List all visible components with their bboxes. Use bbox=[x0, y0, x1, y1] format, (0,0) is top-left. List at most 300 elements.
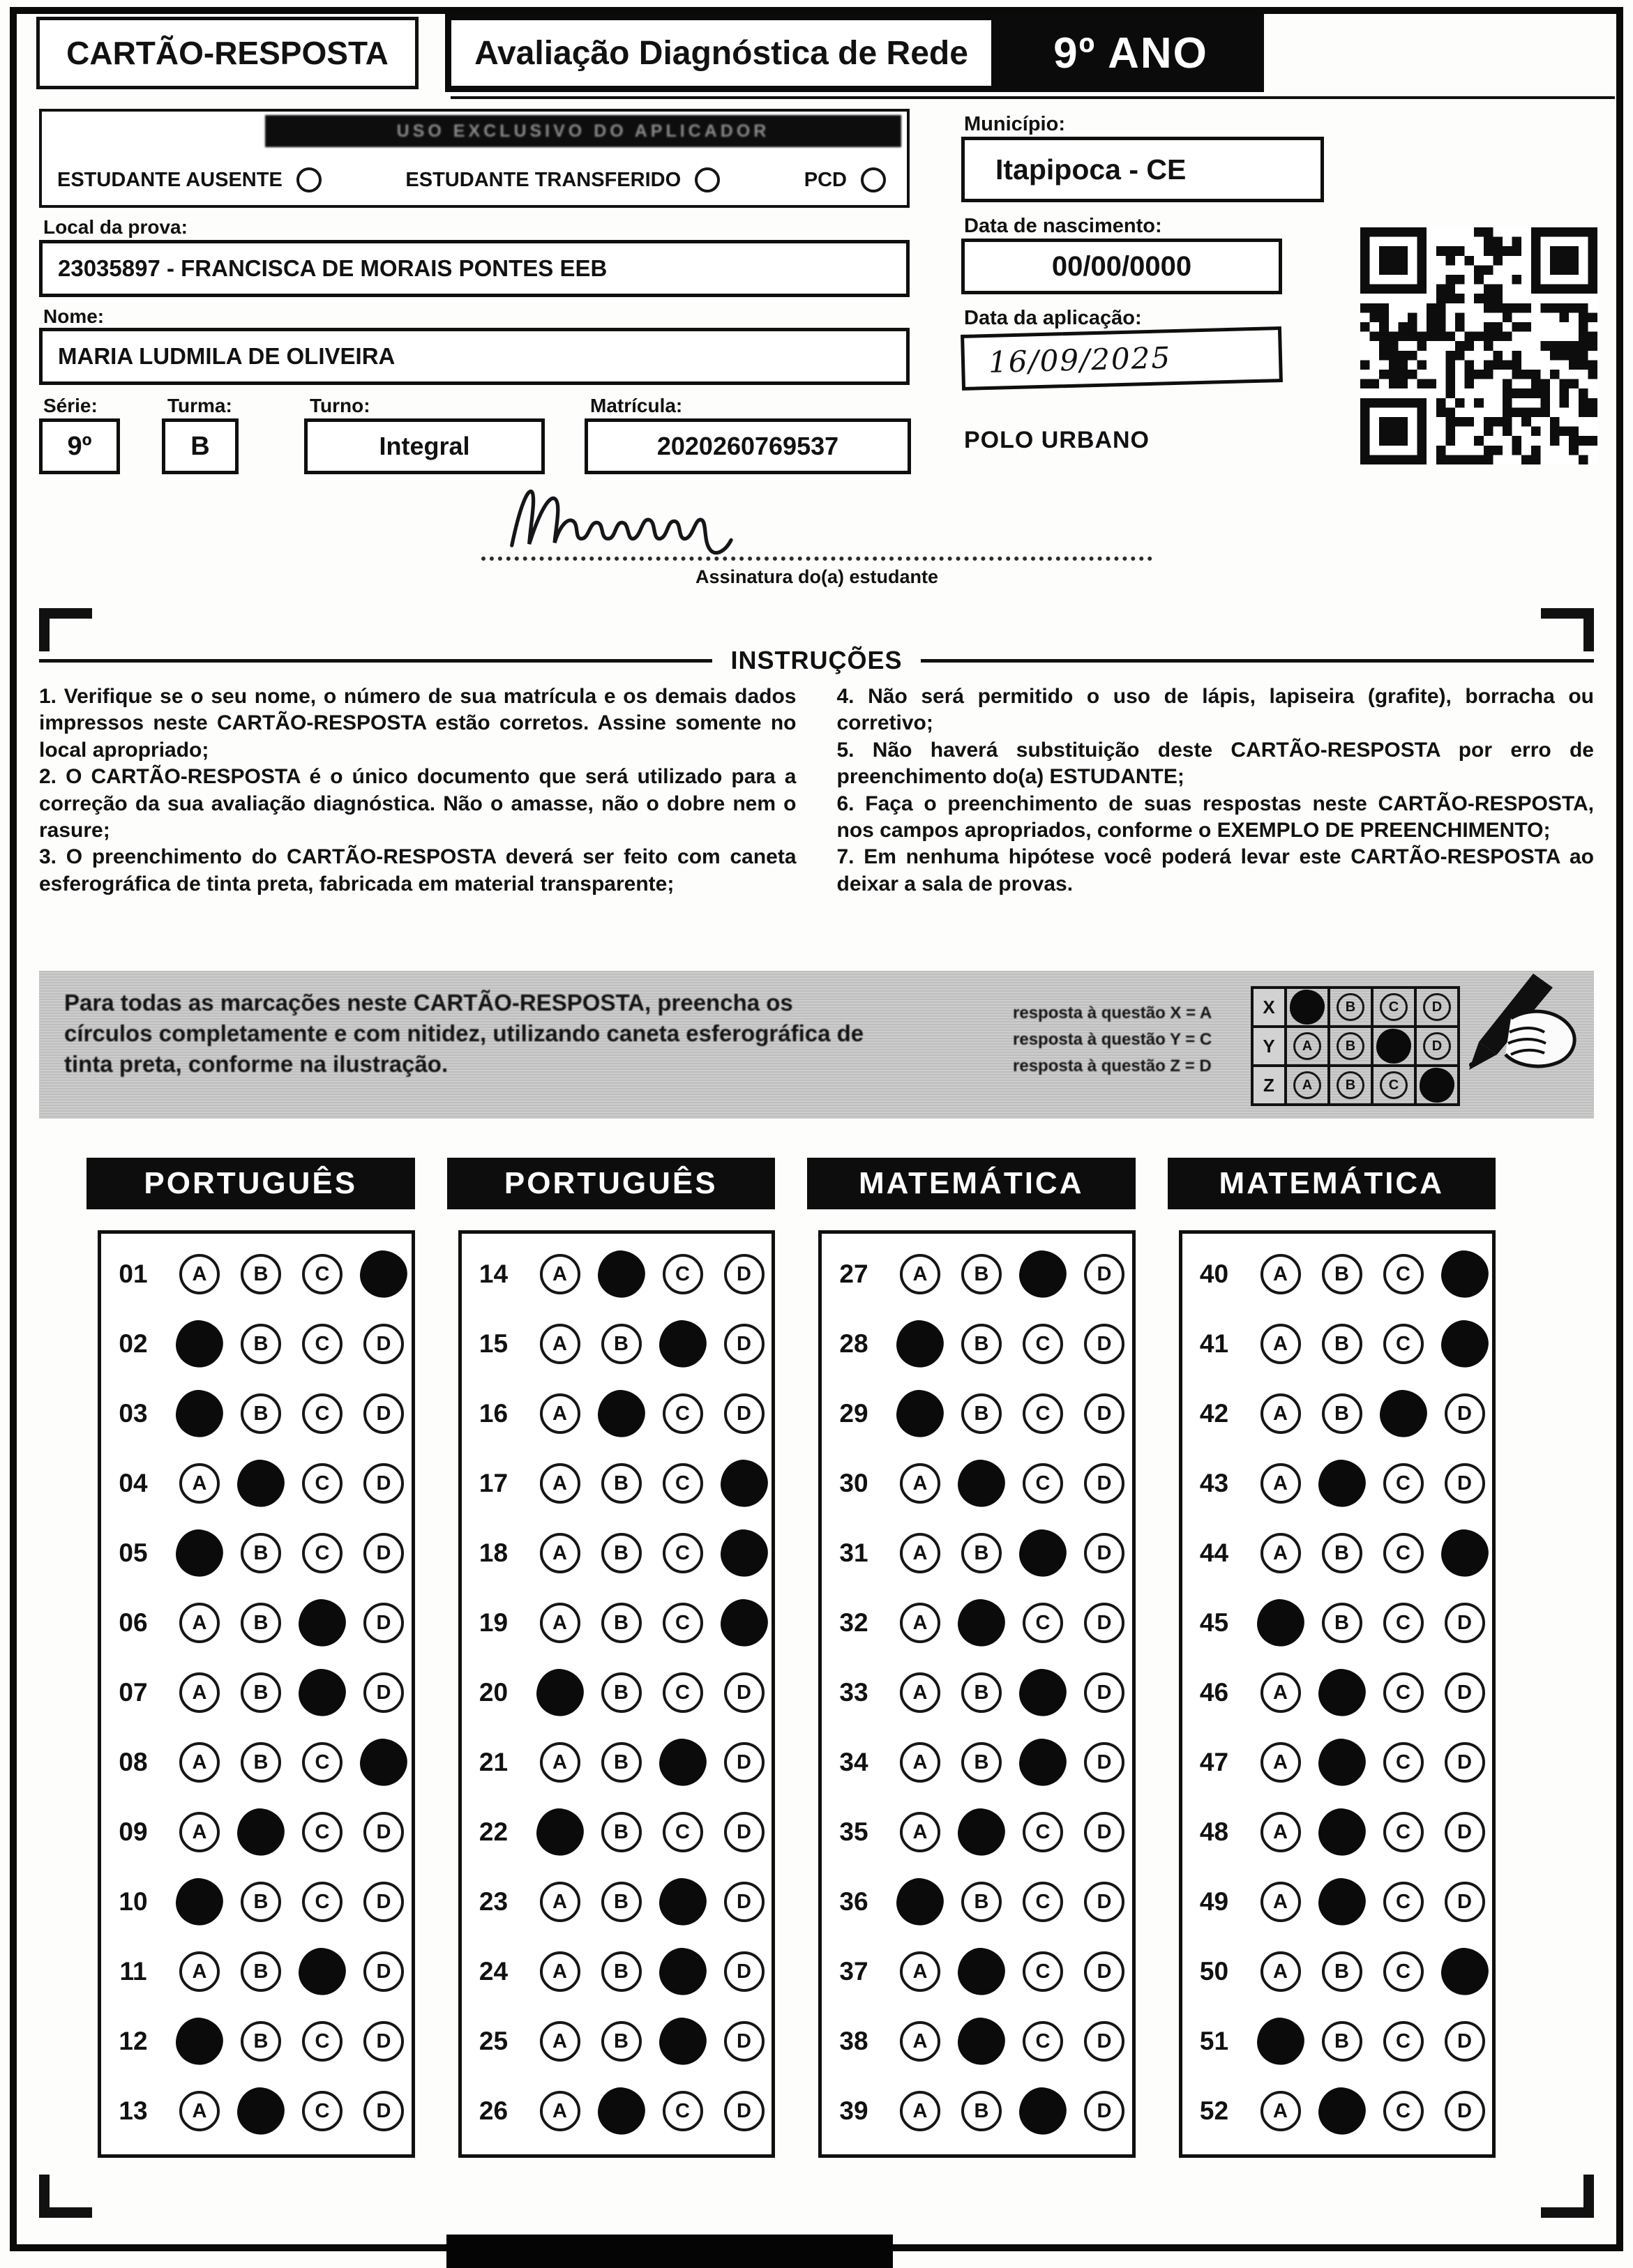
answer-row bbox=[1189, 1937, 1493, 2006]
answer-row bbox=[1189, 1518, 1493, 1588]
question-number: 22 bbox=[479, 1817, 509, 1846]
answer-row bbox=[1189, 2076, 1493, 2146]
answer-bubble-37-B[interactable] bbox=[954, 1944, 1009, 1999]
answer-bubble-43-A[interactable]: A bbox=[1261, 1463, 1301, 1504]
instruction-item: 2. O CARTÃO-RESPOSTA é o único documento que será utilizado para a correção da sua avaliação diagnóstica. Não o amasse, não o dobre nem o rasure; bbox=[39, 765, 797, 842]
answer-section bbox=[807, 1158, 1136, 2158]
answer-bubble-51-B[interactable]: B bbox=[1322, 2021, 1362, 2062]
question-number: 20 bbox=[479, 1678, 509, 1707]
answer-row bbox=[108, 1309, 412, 1379]
question-number: 04 bbox=[119, 1469, 148, 1497]
answer-row bbox=[469, 1239, 772, 1309]
answer-bubble-19-B[interactable]: B bbox=[601, 1603, 642, 1643]
answer-bubble-32-B[interactable] bbox=[954, 1596, 1009, 1650]
answer-bubble-02-B[interactable]: B bbox=[241, 1324, 281, 1364]
checkbox-label: ESTUDANTE TRANSFERIDO bbox=[405, 168, 682, 191]
answer-bubble-15-B[interactable]: B bbox=[601, 1324, 642, 1364]
answer-row bbox=[469, 1728, 772, 1797]
question-number: 35 bbox=[839, 1817, 868, 1846]
answer-bubble-30-D[interactable]: D bbox=[1084, 1463, 1124, 1504]
aplicacao-label: Data da aplicação: bbox=[964, 307, 1142, 329]
answer-bubble-08-A[interactable]: A bbox=[179, 1742, 220, 1783]
answer-bubble-20-A[interactable] bbox=[533, 1665, 587, 1720]
answer-bubble-37-A[interactable]: A bbox=[900, 1951, 940, 1992]
answer-bubble-47-C[interactable]: C bbox=[1383, 1742, 1424, 1783]
answer-bubble-45-C[interactable]: C bbox=[1383, 1603, 1424, 1643]
answer-bubble-23-C[interactable] bbox=[656, 1875, 710, 1929]
answer-bubble-32-A[interactable]: A bbox=[900, 1603, 940, 1643]
answer-bubble-27-A[interactable]: A bbox=[900, 1254, 940, 1294]
answer-bubble-46-A[interactable]: A bbox=[1261, 1672, 1301, 1713]
answer-section bbox=[86, 1158, 415, 2158]
answer-bubble-39-B[interactable]: B bbox=[961, 2091, 1002, 2131]
answer-row bbox=[829, 1518, 1132, 1588]
answer-bubble-27-D[interactable]: D bbox=[1084, 1254, 1124, 1294]
answer-bubble-25-C[interactable] bbox=[656, 2014, 710, 2069]
answer-bubble-33-B[interactable]: B bbox=[961, 1672, 1002, 1713]
answer-bubble-07-A[interactable]: A bbox=[179, 1672, 220, 1713]
answer-bubble-25-D[interactable]: D bbox=[724, 2021, 765, 2062]
answer-bubble-07-B[interactable]: B bbox=[241, 1672, 281, 1713]
answer-bubble-08-D[interactable] bbox=[356, 1735, 411, 1790]
answer-bubble-29-D[interactable]: D bbox=[1084, 1393, 1124, 1434]
answer-bubble-44-B[interactable]: B bbox=[1322, 1533, 1362, 1573]
turno-label: Turno: bbox=[310, 395, 370, 416]
answer-bubble-09-B[interactable] bbox=[234, 1805, 288, 1859]
example-legend bbox=[1013, 1000, 1212, 1080]
answer-bubble-03-D[interactable]: D bbox=[363, 1393, 404, 1434]
instructions-title-row bbox=[39, 646, 1594, 675]
answer-bubble-44-D[interactable] bbox=[1438, 1526, 1492, 1580]
answer-bubble-49-A[interactable]: A bbox=[1261, 1882, 1301, 1922]
answer-bubble-39-A[interactable]: A bbox=[900, 2091, 940, 2131]
answer-bubble-18-D[interactable] bbox=[717, 1526, 772, 1580]
answer-bubble-47-D[interactable]: D bbox=[1445, 1742, 1485, 1783]
checkbox-pcd[interactable] bbox=[804, 167, 886, 192]
answer-bubble-33-C[interactable] bbox=[1016, 1665, 1070, 1720]
answer-bubble-13-B[interactable] bbox=[234, 2084, 288, 2138]
answer-bubble-07-C[interactable] bbox=[295, 1665, 349, 1720]
turno-value: Integral bbox=[304, 418, 545, 474]
answer-bubble-34-B[interactable]: B bbox=[961, 1742, 1002, 1783]
answer-bubble-09-A[interactable]: A bbox=[179, 1812, 220, 1852]
nascimento-label: Data de nascimento: bbox=[964, 215, 1162, 237]
answer-bubble-35-D[interactable]: D bbox=[1084, 1812, 1124, 1852]
answer-bubble-12-C[interactable]: C bbox=[302, 2021, 343, 2062]
answer-bubble-09-D[interactable]: D bbox=[363, 1812, 404, 1852]
answer-row bbox=[108, 1588, 412, 1658]
answer-bubble-52-D[interactable]: D bbox=[1445, 2091, 1485, 2131]
answer-bubble-38-B[interactable] bbox=[954, 2014, 1009, 2069]
answer-bubble-35-B[interactable] bbox=[954, 1805, 1009, 1859]
answer-bubble-23-A[interactable]: A bbox=[540, 1882, 580, 1922]
answer-bubble-40-A[interactable]: A bbox=[1261, 1254, 1301, 1294]
aplicacao-value[interactable]: 16/09/2025 bbox=[961, 326, 1283, 391]
answer-bubble-37-D[interactable]: D bbox=[1084, 1951, 1124, 1992]
question-number: 52 bbox=[1199, 2096, 1229, 2125]
answer-bubble-05-C[interactable]: C bbox=[302, 1533, 343, 1573]
checkbox-circle[interactable] bbox=[861, 167, 886, 192]
answer-bubble-04-B[interactable] bbox=[234, 1456, 288, 1511]
question-number: 47 bbox=[1199, 1748, 1229, 1776]
answer-bubble-39-D[interactable]: D bbox=[1084, 2091, 1124, 2131]
answer-bubble-04-A[interactable]: A bbox=[179, 1463, 220, 1504]
answer-bubble-52-A[interactable]: A bbox=[1261, 2091, 1301, 2131]
answer-bubble-36-C[interactable]: C bbox=[1023, 1882, 1063, 1922]
answer-bubble-51-D[interactable]: D bbox=[1445, 2021, 1485, 2062]
answer-bubble-20-C[interactable]: C bbox=[663, 1672, 703, 1713]
answer-bubble-19-D[interactable] bbox=[717, 1596, 772, 1650]
answer-bubble-48-C[interactable]: C bbox=[1383, 1812, 1424, 1852]
answer-bubble-19-A[interactable]: A bbox=[540, 1603, 580, 1643]
checkbox-estudante-ausente[interactable] bbox=[57, 167, 322, 192]
answer-bubble-18-B[interactable]: B bbox=[601, 1533, 642, 1573]
legend-line: resposta à questão Z = D bbox=[1013, 1056, 1212, 1075]
answer-bubble-16-C[interactable]: C bbox=[663, 1393, 703, 1434]
question-number: 33 bbox=[839, 1678, 868, 1707]
answer-bubble-16-D[interactable]: D bbox=[724, 1393, 765, 1434]
corner-bracket-top-right bbox=[1541, 608, 1594, 651]
question-number: 49 bbox=[1199, 1887, 1229, 1916]
matricula-label: Matrícula: bbox=[590, 395, 683, 416]
answer-bubble-32-D[interactable]: D bbox=[1084, 1603, 1124, 1643]
answer-bubble-38-D[interactable]: D bbox=[1084, 2021, 1124, 2062]
answer-bubble-28-A[interactable] bbox=[893, 1317, 947, 1371]
answer-bubble-36-A[interactable] bbox=[893, 1875, 947, 1929]
answer-bubble-08-B[interactable]: B bbox=[241, 1742, 281, 1783]
answer-bubble-50-D[interactable] bbox=[1438, 1944, 1492, 1999]
checkbox-estudante-transferido[interactable] bbox=[405, 167, 720, 192]
answer-bubble-12-A[interactable] bbox=[172, 2014, 227, 2069]
answer-bubble-42-A[interactable]: A bbox=[1261, 1393, 1301, 1434]
answer-bubble-01-B[interactable]: B bbox=[241, 1254, 281, 1294]
answer-bubble-45-D[interactable]: D bbox=[1445, 1603, 1485, 1643]
answer-bubble-50-B[interactable]: B bbox=[1322, 1951, 1362, 1992]
answer-row bbox=[469, 1867, 772, 1937]
answer-bubble-49-C[interactable]: C bbox=[1383, 1882, 1424, 1922]
polo-label: POLO URBANO bbox=[964, 427, 1150, 453]
answer-bubble-51-C[interactable]: C bbox=[1383, 2021, 1424, 2062]
example-bubble-Z-C: C bbox=[1380, 1071, 1408, 1099]
answer-bubble-20-B[interactable]: B bbox=[601, 1672, 642, 1713]
answer-bubble-16-A[interactable]: A bbox=[540, 1393, 580, 1434]
answer-bubble-16-B[interactable] bbox=[594, 1386, 649, 1441]
answer-bubble-23-B[interactable]: B bbox=[601, 1882, 642, 1922]
answer-row bbox=[469, 1588, 772, 1658]
answer-bubble-22-C[interactable]: C bbox=[663, 1812, 703, 1852]
question-number: 02 bbox=[119, 1329, 148, 1358]
answer-bubble-47-A[interactable]: A bbox=[1261, 1742, 1301, 1783]
answer-bubble-46-D[interactable]: D bbox=[1445, 1672, 1485, 1713]
answer-row bbox=[829, 1309, 1132, 1379]
answer-bubble-25-A[interactable]: A bbox=[540, 2021, 580, 2062]
instruction-item: 6. Faça o preenchimento de suas respostas neste CARTÃO-RESPOSTA, nos campos apropriados, conforme o EXEMPLO DE PREENCHIMENTO; bbox=[836, 792, 1594, 842]
answer-bubble-31-C[interactable] bbox=[1016, 1526, 1070, 1580]
answer-bubble-17-B[interactable]: B bbox=[601, 1463, 642, 1504]
answer-row bbox=[108, 1797, 412, 1867]
answer-bubble-20-D[interactable]: D bbox=[724, 1672, 765, 1713]
answer-bubble-44-A[interactable]: A bbox=[1261, 1533, 1301, 1573]
instructions-left-column bbox=[39, 683, 797, 898]
answer-bubble-02-D[interactable]: D bbox=[363, 1324, 404, 1364]
answer-bubble-02-C[interactable]: C bbox=[302, 1324, 343, 1364]
municipio-value: Itapipoca - CE bbox=[961, 137, 1324, 202]
answer-bubble-52-C[interactable]: C bbox=[1383, 2091, 1424, 2131]
answer-bubble-30-B[interactable] bbox=[954, 1456, 1009, 1511]
answer-bubble-36-B[interactable]: B bbox=[961, 1882, 1002, 1922]
answer-bubble-34-D[interactable]: D bbox=[1084, 1742, 1124, 1783]
answer-bubble-47-B[interactable] bbox=[1315, 1735, 1369, 1790]
example-cell bbox=[1286, 988, 1329, 1027]
answer-bubble-31-D[interactable]: D bbox=[1084, 1533, 1124, 1573]
applicator-bar-title: USO EXCLUSIVO DO APLICADOR bbox=[265, 115, 901, 147]
answer-bubble-30-C[interactable]: C bbox=[1023, 1463, 1063, 1504]
answer-bubble-35-A[interactable]: A bbox=[900, 1812, 940, 1852]
answer-bubble-26-D[interactable]: D bbox=[724, 2091, 765, 2131]
answer-bubble-05-A[interactable] bbox=[172, 1526, 227, 1580]
answer-bubble-04-C[interactable]: C bbox=[302, 1463, 343, 1504]
answer-bubble-43-B[interactable] bbox=[1315, 1456, 1369, 1511]
answer-row bbox=[108, 1937, 412, 2006]
answer-bubble-11-D[interactable]: D bbox=[363, 1951, 404, 1992]
answer-bubble-30-A[interactable]: A bbox=[900, 1463, 940, 1504]
answer-bubble-13-D[interactable]: D bbox=[363, 2091, 404, 2131]
answer-bubble-07-D[interactable]: D bbox=[363, 1672, 404, 1713]
example-text: Para todas as marcações neste CARTÃO-RESPOSTA, preencha os círculos completamente e com nitidez, utilizando caneta esferográfica de tinta preta, conforme na ilustração. bbox=[64, 990, 864, 1077]
answer-bubble-27-C[interactable] bbox=[1016, 1247, 1070, 1301]
answer-bubble-22-D[interactable]: D bbox=[724, 1812, 765, 1852]
answer-bubble-24-A[interactable]: A bbox=[540, 1951, 580, 1992]
answer-row bbox=[108, 2006, 412, 2076]
answer-bubble-48-A[interactable]: A bbox=[1261, 1812, 1301, 1852]
answer-bubble-31-A[interactable]: A bbox=[900, 1533, 940, 1573]
answer-bubble-11-B[interactable]: B bbox=[241, 1951, 281, 1992]
answer-bubble-12-B[interactable]: B bbox=[241, 2021, 281, 2062]
answer-bubble-01-A[interactable]: A bbox=[179, 1254, 220, 1294]
answer-row bbox=[469, 1449, 772, 1518]
question-number: 21 bbox=[479, 1748, 509, 1776]
answer-bubble-45-A[interactable] bbox=[1254, 1596, 1308, 1650]
applicator-checkboxes bbox=[57, 167, 886, 192]
answer-row bbox=[1189, 1658, 1493, 1728]
example-bubble-X-D: D bbox=[1423, 993, 1451, 1021]
answer-bubble-40-D[interactable] bbox=[1438, 1247, 1492, 1301]
answer-bubble-32-C[interactable]: C bbox=[1023, 1603, 1063, 1643]
answer-bubble-29-C[interactable]: C bbox=[1023, 1393, 1063, 1434]
answer-bubble-21-B[interactable]: B bbox=[601, 1742, 642, 1783]
answer-bubble-25-B[interactable]: B bbox=[601, 2021, 642, 2062]
answer-row bbox=[829, 1379, 1132, 1449]
instruction-item: 1. Verifique se o seu nome, o número de sua matrícula e os demais dados impressos neste CARTÃO-RESPOSTA estão corretos. Assine somente no local apropriado; bbox=[39, 685, 797, 762]
answer-bubble-45-B[interactable]: B bbox=[1322, 1603, 1362, 1643]
answer-bubble-18-C[interactable]: C bbox=[663, 1533, 703, 1573]
answer-bubble-10-C[interactable]: C bbox=[302, 1882, 343, 1922]
answer-bubble-36-D[interactable]: D bbox=[1084, 1882, 1124, 1922]
answer-bubble-15-A[interactable]: A bbox=[540, 1324, 580, 1364]
answer-bubble-01-D[interactable] bbox=[356, 1247, 411, 1301]
answer-box bbox=[818, 1230, 1136, 2158]
question-number: 24 bbox=[479, 1957, 509, 1986]
turma-value: B bbox=[162, 418, 239, 474]
corner-bracket-bottom-right bbox=[1541, 2175, 1594, 2218]
answer-bubble-28-D[interactable]: D bbox=[1084, 1324, 1124, 1364]
answer-bubble-17-A[interactable]: A bbox=[540, 1463, 580, 1504]
checkbox-label: ESTUDANTE AUSENTE bbox=[57, 168, 283, 191]
question-number: 07 bbox=[119, 1678, 148, 1707]
answer-bubble-06-A[interactable]: A bbox=[179, 1603, 220, 1643]
answer-row bbox=[469, 1937, 772, 2006]
answer-bubble-06-B[interactable]: B bbox=[241, 1603, 281, 1643]
answer-bubble-19-C[interactable]: C bbox=[663, 1603, 703, 1643]
answer-bubble-15-C[interactable] bbox=[656, 1317, 710, 1371]
question-number: 45 bbox=[1199, 1608, 1229, 1637]
answer-bubble-21-A[interactable]: A bbox=[540, 1742, 580, 1783]
answer-bubble-41-B[interactable]: B bbox=[1322, 1324, 1362, 1364]
answer-bubble-10-D[interactable]: D bbox=[363, 1882, 404, 1922]
answer-bubble-14-A[interactable]: A bbox=[540, 1254, 580, 1294]
answer-bubble-01-C[interactable]: C bbox=[302, 1254, 343, 1294]
answer-bubble-49-B[interactable] bbox=[1315, 1875, 1369, 1929]
answer-bubble-14-C[interactable]: C bbox=[663, 1254, 703, 1294]
answer-bubble-28-C[interactable]: C bbox=[1023, 1324, 1063, 1364]
answer-bubble-40-B[interactable]: B bbox=[1322, 1254, 1362, 1294]
answer-bubble-26-A[interactable]: A bbox=[540, 2091, 580, 2131]
checkbox-circle[interactable] bbox=[296, 167, 322, 192]
answer-section bbox=[447, 1158, 776, 2158]
answer-bubble-39-C[interactable] bbox=[1016, 2084, 1070, 2138]
answer-bubble-15-D[interactable]: D bbox=[724, 1324, 765, 1364]
answer-bubble-40-C[interactable]: C bbox=[1383, 1254, 1424, 1294]
answer-bubble-09-C[interactable]: C bbox=[302, 1812, 343, 1852]
question-number: 19 bbox=[479, 1608, 509, 1637]
answer-bubble-48-B[interactable] bbox=[1315, 1805, 1369, 1859]
answer-bubble-14-D[interactable]: D bbox=[724, 1254, 765, 1294]
answer-bubble-29-A[interactable] bbox=[893, 1386, 947, 1441]
answer-bubble-24-D[interactable]: D bbox=[724, 1951, 765, 1992]
nome-label: Nome: bbox=[43, 305, 105, 327]
answer-bubble-11-A[interactable]: A bbox=[179, 1951, 220, 1992]
answer-bubble-46-B[interactable] bbox=[1315, 1665, 1369, 1720]
answer-bubble-17-C[interactable]: C bbox=[663, 1463, 703, 1504]
answer-bubble-33-D[interactable]: D bbox=[1084, 1672, 1124, 1713]
answer-bubble-11-C[interactable] bbox=[295, 1944, 349, 1999]
answer-bubble-05-B[interactable]: B bbox=[241, 1533, 281, 1573]
answer-bubble-10-B[interactable]: B bbox=[241, 1882, 281, 1922]
answer-bubble-41-D[interactable] bbox=[1438, 1317, 1492, 1371]
instruction-item: 7. Em nenhuma hipótese você poderá levar este CARTÃO-RESPOSTA ao deixar a sala de provas. bbox=[836, 845, 1594, 895]
answer-bubble-33-A[interactable]: A bbox=[900, 1672, 940, 1713]
answer-bubble-04-D[interactable]: D bbox=[363, 1463, 404, 1504]
answer-bubble-50-A[interactable]: A bbox=[1261, 1951, 1301, 1992]
legend-line: resposta à questão Y = C bbox=[1013, 1029, 1212, 1049]
answer-bubble-43-D[interactable]: D bbox=[1445, 1463, 1485, 1504]
answer-bubble-13-C[interactable]: C bbox=[302, 2091, 343, 2131]
answer-bubble-42-C[interactable] bbox=[1376, 1386, 1431, 1441]
answer-bubble-34-A[interactable]: A bbox=[900, 1742, 940, 1783]
answer-bubble-26-C[interactable]: C bbox=[663, 2091, 703, 2131]
answer-bubble-38-C[interactable]: C bbox=[1023, 2021, 1063, 2062]
answer-bubble-49-D[interactable]: D bbox=[1445, 1882, 1485, 1922]
signature-line[interactable] bbox=[481, 557, 1152, 561]
example-cell bbox=[1372, 988, 1415, 1027]
answer-row bbox=[108, 1518, 412, 1588]
answer-bubble-44-C[interactable]: C bbox=[1383, 1533, 1424, 1573]
qr-code bbox=[1360, 227, 1597, 464]
answer-row bbox=[829, 1449, 1132, 1518]
answer-bubble-08-C[interactable]: C bbox=[302, 1742, 343, 1783]
answer-bubble-03-C[interactable]: C bbox=[302, 1393, 343, 1434]
answer-bubble-23-D[interactable]: D bbox=[724, 1882, 765, 1922]
answer-bubble-35-C[interactable]: C bbox=[1023, 1812, 1063, 1852]
answer-bubble-14-B[interactable] bbox=[594, 1247, 649, 1301]
timing-mark-bar bbox=[446, 2235, 893, 2268]
answer-bubble-24-C[interactable] bbox=[656, 1944, 710, 1999]
answer-bubble-24-B[interactable]: B bbox=[601, 1951, 642, 1992]
answer-bubble-28-B[interactable]: B bbox=[961, 1324, 1002, 1364]
question-number: 18 bbox=[479, 1539, 509, 1567]
answer-bubble-22-A[interactable] bbox=[533, 1805, 587, 1859]
answer-bubble-17-D[interactable] bbox=[717, 1456, 772, 1511]
answer-bubble-29-B[interactable]: B bbox=[961, 1393, 1002, 1434]
question-number: 16 bbox=[479, 1399, 509, 1428]
answer-bubble-27-B[interactable]: B bbox=[961, 1254, 1002, 1294]
example-bubble-Z-B: B bbox=[1337, 1071, 1364, 1099]
student-signature[interactable] bbox=[497, 481, 776, 561]
answer-bubble-06-C[interactable] bbox=[295, 1596, 349, 1650]
answer-bubble-10-A[interactable] bbox=[172, 1875, 227, 1929]
title-rule-left bbox=[39, 659, 712, 663]
question-number: 10 bbox=[119, 1887, 148, 1916]
applicator-section bbox=[39, 109, 910, 208]
answer-bubble-26-B[interactable] bbox=[594, 2084, 649, 2138]
answer-bubble-31-B[interactable]: B bbox=[961, 1533, 1002, 1573]
answer-bubble-48-D[interactable]: D bbox=[1445, 1812, 1485, 1852]
answer-bubble-43-C[interactable]: C bbox=[1383, 1463, 1424, 1504]
answer-bubble-38-A[interactable]: A bbox=[900, 2021, 940, 2062]
answer-bubble-05-D[interactable]: D bbox=[363, 1533, 404, 1573]
answer-bubble-18-A[interactable]: A bbox=[540, 1533, 580, 1573]
nascimento-value: 00/00/0000 bbox=[961, 239, 1282, 294]
answer-bubble-13-A[interactable]: A bbox=[179, 2091, 220, 2131]
answer-bubble-51-A[interactable] bbox=[1254, 2014, 1308, 2069]
answer-row bbox=[469, 1518, 772, 1588]
checkbox-circle[interactable] bbox=[695, 167, 720, 192]
turma-label: Turma: bbox=[167, 395, 232, 416]
answer-bubble-21-D[interactable]: D bbox=[724, 1742, 765, 1783]
answer-bubble-52-B[interactable] bbox=[1315, 2084, 1369, 2138]
answer-bubble-41-C[interactable]: C bbox=[1383, 1324, 1424, 1364]
answer-row bbox=[829, 1658, 1132, 1728]
nome-value: MARIA LUDMILA DE OLIVEIRA bbox=[39, 328, 910, 385]
answer-bubble-42-B[interactable]: B bbox=[1322, 1393, 1362, 1434]
answer-bubble-37-C[interactable]: C bbox=[1023, 1951, 1063, 1992]
answer-row bbox=[469, 1379, 772, 1449]
answer-bubble-41-A[interactable]: A bbox=[1261, 1324, 1301, 1364]
answer-bubble-06-D[interactable]: D bbox=[363, 1603, 404, 1643]
answer-bubble-42-D[interactable]: D bbox=[1445, 1393, 1485, 1434]
question-number: 26 bbox=[479, 2096, 509, 2125]
answer-bubble-50-C[interactable]: C bbox=[1383, 1951, 1424, 1992]
answer-bubble-22-B[interactable]: B bbox=[601, 1812, 642, 1852]
answer-bubble-03-B[interactable]: B bbox=[241, 1393, 281, 1434]
answer-bubble-21-C[interactable] bbox=[656, 1735, 710, 1790]
answer-bubble-02-A[interactable] bbox=[172, 1317, 227, 1371]
answer-bubble-12-D[interactable]: D bbox=[363, 2021, 404, 2062]
answer-bubble-03-A[interactable] bbox=[172, 1386, 227, 1441]
answer-bubble-46-C[interactable]: C bbox=[1383, 1672, 1424, 1713]
answer-bubble-34-C[interactable] bbox=[1016, 1735, 1070, 1790]
answer-row bbox=[469, 1797, 772, 1867]
